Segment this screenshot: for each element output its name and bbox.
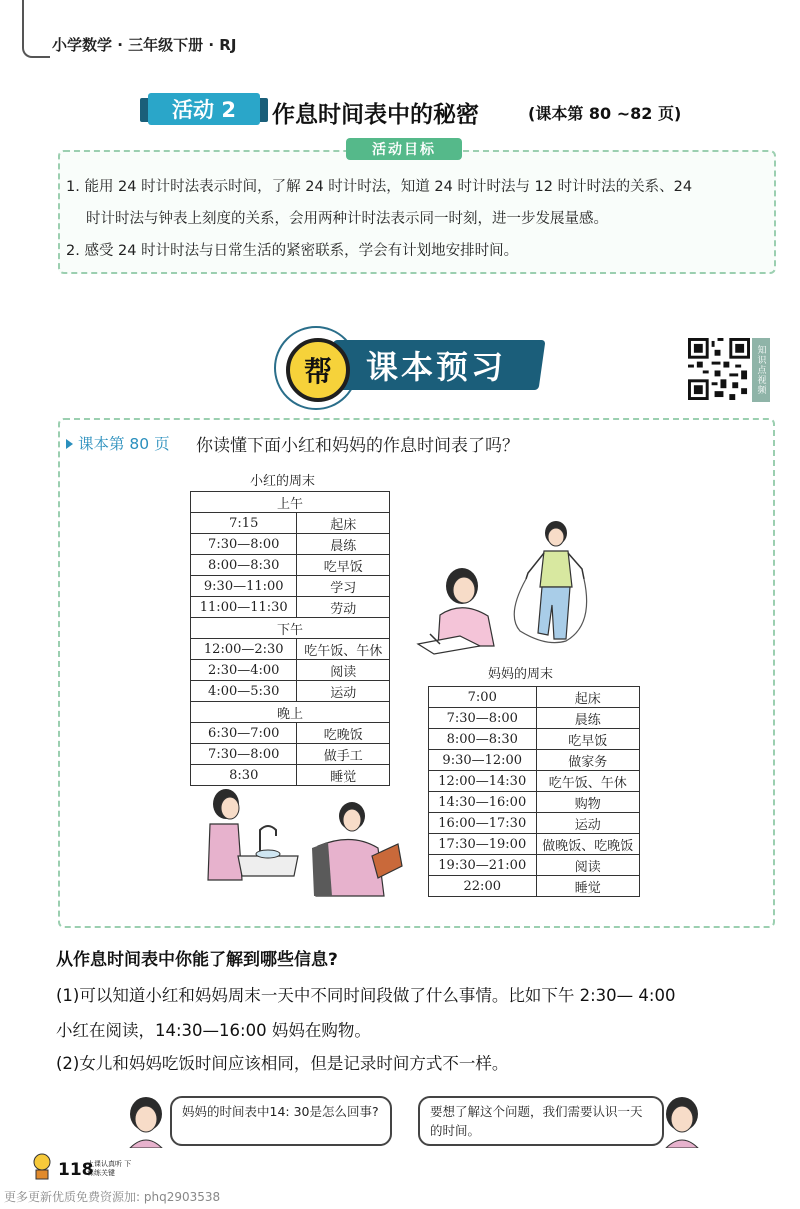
time-cell: 14:30—16:00 bbox=[429, 792, 537, 813]
preview-page-ref: 课本第 80 页 bbox=[78, 435, 170, 453]
time-cell: 12:00—14:30 bbox=[429, 771, 537, 792]
qr-side-label: 知识点视频 bbox=[752, 338, 770, 402]
right-speech-bubble: 要想了解这个问题，我们需要认识一天的时间。 bbox=[418, 1096, 664, 1146]
table-row bbox=[429, 813, 640, 834]
xiaohong-schedule-table bbox=[190, 491, 390, 786]
table-row bbox=[429, 792, 640, 813]
questions-title: 从作息时间表中你能了解到哪些信息? bbox=[56, 950, 338, 970]
activity-cell: 晨练 bbox=[536, 708, 639, 729]
objectives-tag: 活动目标 bbox=[346, 138, 462, 160]
activity-cell: 吃午饭、午休 bbox=[297, 639, 390, 660]
time-cell: 8:00—8:30 bbox=[429, 729, 537, 750]
activity-cell: 阅读 bbox=[536, 855, 639, 876]
table-row bbox=[191, 765, 390, 786]
preview-question: 你读懂下面小红和妈妈的作息时间表了吗？ bbox=[196, 436, 519, 456]
time-cell: 8:30 bbox=[191, 765, 297, 786]
time-cell: 8:00—8:30 bbox=[191, 555, 297, 576]
girl-avatar-illustration bbox=[124, 1094, 168, 1148]
corner-decoration bbox=[22, 0, 50, 58]
table-row bbox=[429, 750, 640, 771]
activity-cell: 起床 bbox=[536, 687, 639, 708]
table-row bbox=[191, 534, 390, 555]
source-note: 更多更新优质免费资源加: phq2903538 bbox=[4, 1190, 221, 1204]
activity-cell: 做家务 bbox=[536, 750, 639, 771]
activity-cell: 购物 bbox=[536, 792, 639, 813]
objective-line-3: 2. 感受 24 时计时法与日常生活的紧密联系，学会有计划地安排时间。 bbox=[66, 243, 519, 259]
activity-cell: 做手工 bbox=[297, 744, 390, 765]
banner-title: 课本预习 bbox=[366, 348, 507, 386]
time-cell: 9:30—12:00 bbox=[429, 750, 537, 771]
table-row bbox=[191, 660, 390, 681]
mascot-icon bbox=[30, 1152, 54, 1180]
activity-pages: (课本第 80 ~82 页) bbox=[528, 104, 682, 123]
table-row bbox=[429, 708, 640, 729]
section-row bbox=[191, 702, 390, 723]
table-row bbox=[429, 834, 640, 855]
table-row bbox=[191, 744, 390, 765]
section-label: 晚上 bbox=[191, 702, 390, 723]
time-cell: 11:00—11:30 bbox=[191, 597, 297, 618]
answer-2: (2)女儿和妈妈吃饭时间应该相同，但是记录时间方式不一样。 bbox=[56, 1054, 509, 1073]
activity-cell: 运动 bbox=[536, 813, 639, 834]
table-row bbox=[429, 771, 640, 792]
woman-washing-dishes-illustration bbox=[198, 784, 302, 898]
time-cell: 9:30—11:00 bbox=[191, 576, 297, 597]
activity-cell: 学习 bbox=[297, 576, 390, 597]
time-cell: 7:15 bbox=[191, 513, 297, 534]
girl-jumping-rope-illustration bbox=[506, 515, 596, 655]
mom-schedule-table bbox=[428, 686, 640, 897]
activity-cell: 晨练 bbox=[297, 534, 390, 555]
book-title: 小学数学 · 三年级下册 · RJ bbox=[52, 36, 237, 54]
activity-cell: 劳动 bbox=[297, 597, 390, 618]
time-cell: 6:30—7:00 bbox=[191, 723, 297, 744]
activity-cell: 睡觉 bbox=[297, 765, 390, 786]
table-row bbox=[429, 729, 640, 750]
activity-title: 作息时间表中的秘密 bbox=[272, 102, 479, 128]
time-cell: 7:30—8:00 bbox=[191, 534, 297, 555]
mom-table-caption: 妈妈的周末 bbox=[488, 667, 554, 682]
time-cell: 7:30—8:00 bbox=[191, 744, 297, 765]
activity-cell: 阅读 bbox=[297, 660, 390, 681]
left-speech-bubble: 妈妈的时间表中14: 30是怎么回事? bbox=[170, 1096, 392, 1146]
section-row bbox=[191, 618, 390, 639]
page-number: 118 bbox=[58, 1160, 94, 1180]
answer-1-line-2: 小红在阅读，14:30—16:00 妈妈在购物。 bbox=[56, 1021, 371, 1040]
time-cell: 17:30—19:00 bbox=[429, 834, 537, 855]
table-row bbox=[191, 723, 390, 744]
time-cell: 4:00—5:30 bbox=[191, 681, 297, 702]
table-row bbox=[429, 876, 640, 897]
objective-line-2: 时计时法与钟表上刻度的关系，会用两种计时法表示同一时刻，进一步发展量感。 bbox=[86, 211, 608, 227]
activity-cell: 吃晚饭 bbox=[297, 723, 390, 744]
activity-cell: 吃午饭、午休 bbox=[536, 771, 639, 792]
girl-studying-illustration bbox=[410, 560, 506, 660]
objective-line-1: 1. 能用 24 时计时法表示时间，了解 24 时计时法，知道 24 时计时法与 12 时计时法的关系、24 bbox=[66, 179, 693, 195]
time-cell: 16:00—17:30 bbox=[429, 813, 537, 834]
preview-box bbox=[58, 418, 775, 928]
time-cell: 7:00 bbox=[429, 687, 537, 708]
time-cell: 22:00 bbox=[429, 876, 537, 897]
activity-cell: 吃早饭 bbox=[536, 729, 639, 750]
section-label: 上午 bbox=[191, 492, 390, 513]
table-row bbox=[191, 681, 390, 702]
woman-reading-illustration bbox=[308, 796, 408, 900]
activity-cell: 做晚饭、吃晚饭 bbox=[536, 834, 639, 855]
activity-cell: 睡觉 bbox=[536, 876, 639, 897]
table-row bbox=[191, 576, 390, 597]
xiaohong-table-caption: 小红的周末 bbox=[250, 474, 316, 489]
section-row bbox=[191, 492, 390, 513]
banner-badge: 帮 bbox=[286, 338, 350, 402]
time-cell: 19:30—21:00 bbox=[429, 855, 537, 876]
activity-cell: 吃早饭 bbox=[297, 555, 390, 576]
table-row bbox=[429, 855, 640, 876]
triangle-marker-icon bbox=[66, 439, 73, 449]
section-label: 下午 bbox=[191, 618, 390, 639]
time-cell: 7:30—8:00 bbox=[429, 708, 537, 729]
mother-avatar-illustration bbox=[660, 1094, 704, 1148]
answer-1-line-1: (1)可以知道小红和妈妈周末一天中不同时间段做了什么事情。比如下午 2:30— 4:00 bbox=[56, 986, 676, 1005]
page-tagline: 上课认真听 下课练关键 bbox=[87, 1160, 132, 1177]
table-row bbox=[191, 513, 390, 534]
table-row bbox=[191, 555, 390, 576]
table-row bbox=[191, 597, 390, 618]
time-cell: 2:30—4:00 bbox=[191, 660, 297, 681]
activity-cell: 起床 bbox=[297, 513, 390, 534]
table-row bbox=[191, 639, 390, 660]
activity-badge: 活动 2 bbox=[148, 93, 260, 125]
table-row bbox=[429, 687, 640, 708]
qr-code-icon[interactable] bbox=[688, 338, 750, 400]
time-cell: 12:00—2:30 bbox=[191, 639, 297, 660]
activity-cell: 运动 bbox=[297, 681, 390, 702]
